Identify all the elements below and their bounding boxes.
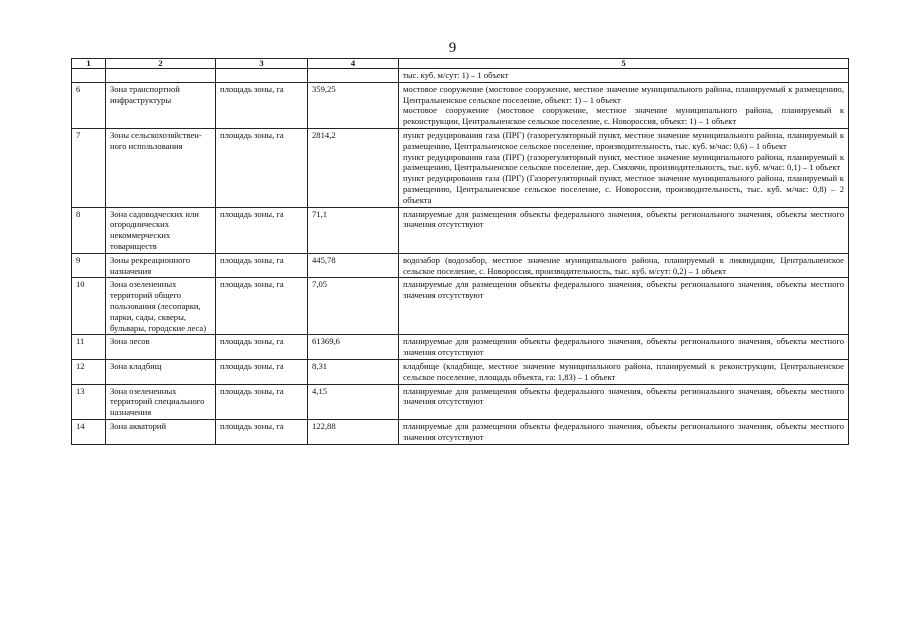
objects-description-cell xyxy=(399,253,849,278)
object-entry: пункт редуцирования газа (ПРГ) (Газорегуляторный пункт, местное значение муниципального района, планируемый к размещению, Центральненское сельское поселение, с. Новороссия, производительность, тыс. куб. м/час: 0,8) – 2 объекта xyxy=(403,173,844,205)
table-row xyxy=(72,384,849,419)
parameter-cell: площадь зоны, га xyxy=(216,82,308,128)
zone-name-cell: Зона лесов xyxy=(106,335,216,360)
object-entry: планируемые для размещения объекты федерального значения, объекты регионального значения, объекты местного значения отсутствуют xyxy=(403,420,844,442)
zone-name-cell xyxy=(106,69,216,83)
column-header: 3 xyxy=(216,59,308,69)
zone-number-cell: 9 xyxy=(72,253,106,278)
object-entry: кладбище (кладбище, местное значение муниципального района, планируемый к реконструкции, Центральненское сельское поселение, площадь объекта, га: 1,83) – 1 объект xyxy=(403,360,844,382)
object-entry: тыс. куб. м/сут: 1) – 1 объект xyxy=(403,70,509,80)
value-cell: 2814,2 xyxy=(308,128,399,207)
table-row xyxy=(72,335,849,360)
parameter-cell: площадь зоны, га xyxy=(216,335,308,360)
object-entry: планируемые для размещения объекты федерального значения, объекты регионального значения, объекты местного значения отсутствуют xyxy=(403,279,844,301)
value-cell: 71,1 xyxy=(308,207,399,253)
table-row xyxy=(72,128,849,207)
value-cell: 4,15 xyxy=(308,384,399,419)
page-number: 9 xyxy=(448,40,457,56)
value-cell: 122,88 xyxy=(308,419,399,444)
object-entry: пункт редуцирования газа (ПРГ) (газорегуляторный пункт, местное значение муниципального района, планируемый к размещению, Центральненское сельское поселение, производительность, тыс. куб. м/час: 0,6) – 1 объект xyxy=(403,129,844,151)
objects-description-cell xyxy=(399,419,849,444)
value-cell: 61369,6 xyxy=(308,335,399,360)
value-cell: 359,25 xyxy=(308,82,399,128)
zone-number-cell: 12 xyxy=(72,359,106,384)
objects-description-cell xyxy=(399,278,849,335)
zone-name-cell: Зоны сельскохозяйствен-ного использования xyxy=(106,128,216,207)
object-entry: водозабор (водозабор, местное значение муниципального района, планируемый к ликвидации, Центральненское сельское поселение, с. Новороссия, производительность, тыс. куб. м/сут: 0,2) – 1 объект xyxy=(403,254,844,276)
value-cell: 445,78 xyxy=(308,253,399,278)
objects-description-cell xyxy=(399,384,849,419)
table-header-row xyxy=(72,59,849,69)
column-header: 5 xyxy=(399,59,849,69)
zone-name-cell: Зона озелененных территорий общего пользования (лесопарки, парки, сады, скверы, бульвары, городские леса) xyxy=(106,278,216,335)
zone-name-cell: Зона садоводческих или огороднических некоммерческих товариществ xyxy=(106,207,216,253)
value-cell: 7,05 xyxy=(308,278,399,335)
zones-table xyxy=(71,58,849,445)
object-entry: мостовое сооружение (мостовое сооружение, местное значение муниципального района, планируемый к размещению, Центральненское сельское поселение, объект: 1) – 1 объект xyxy=(403,83,844,105)
object-entry: планируемые для размещения объекты федерального значения, объекты регионального значения, объекты местного значения отсутствуют xyxy=(403,385,844,407)
zone-name-cell: Зоны рекреационного назначения xyxy=(106,253,216,278)
objects-description-cell xyxy=(399,359,849,384)
zone-number-cell xyxy=(72,69,106,83)
zone-name-cell: Зона акваторий xyxy=(106,419,216,444)
value-cell xyxy=(308,69,399,83)
zone-number-cell: 8 xyxy=(72,207,106,253)
table-row xyxy=(72,419,849,444)
objects-description-cell xyxy=(399,335,849,360)
object-entry: планируемые для размещения объекты федерального значения, объекты регионального значения, объекты местного значения отсутствуют xyxy=(403,336,844,358)
table-row xyxy=(72,82,849,128)
parameter-cell: площадь зоны, га xyxy=(216,128,308,207)
zone-number-cell: 14 xyxy=(72,419,106,444)
column-header: 2 xyxy=(106,59,216,69)
zone-number-cell: 10 xyxy=(72,278,106,335)
objects-description-cell xyxy=(399,128,849,207)
parameter-cell: площадь зоны, га xyxy=(216,207,308,253)
object-entry: пункт редуцирования газа (ПРГ) (газорегуляторный пункт, местное значение муниципального района, планируемый к размещению, Центральненское сельское поселение, дер. Смялячи, производительность, тыс. куб. м/час: 0,1) – 1 объект xyxy=(403,151,844,173)
table-row xyxy=(72,278,849,335)
zone-number-cell: 6 xyxy=(72,82,106,128)
zone-name-cell: Зона кладбищ xyxy=(106,359,216,384)
parameter-cell: площадь зоны, га xyxy=(216,278,308,335)
objects-description-cell xyxy=(399,207,849,253)
parameter-cell: площадь зоны, га xyxy=(216,359,308,384)
table-row xyxy=(72,359,849,384)
parameter-cell xyxy=(216,69,308,83)
objects-description-cell xyxy=(399,69,849,83)
value-cell: 8,31 xyxy=(308,359,399,384)
table-body xyxy=(72,69,849,445)
column-header: 4 xyxy=(308,59,399,69)
object-entry: мостовое сооружение (мостовое сооружение, местное значение муниципального района, планируемый к реконструкции, Центральненское сельское поселение, с. Новороссия, объект: 1) – 1 объект xyxy=(403,105,844,127)
zone-number-cell: 13 xyxy=(72,384,106,419)
zone-number-cell: 7 xyxy=(72,128,106,207)
zone-name-cell: Зона транспортной инфраструктуры xyxy=(106,82,216,128)
zone-number-cell: 11 xyxy=(72,335,106,360)
parameter-cell: площадь зоны, га xyxy=(216,253,308,278)
zone-name-cell: Зона озелененных территорий специального назначения xyxy=(106,384,216,419)
table-row xyxy=(72,207,849,253)
objects-description-cell xyxy=(399,82,849,128)
table-row xyxy=(72,253,849,278)
column-header: 1 xyxy=(72,59,106,69)
object-entry: планируемые для размещения объекты федерального значения, объекты регионального значения, объекты местного значения отсутствуют xyxy=(403,208,844,230)
table-row xyxy=(72,69,849,83)
parameter-cell: площадь зоны, га xyxy=(216,419,308,444)
parameter-cell: площадь зоны, га xyxy=(216,384,308,419)
